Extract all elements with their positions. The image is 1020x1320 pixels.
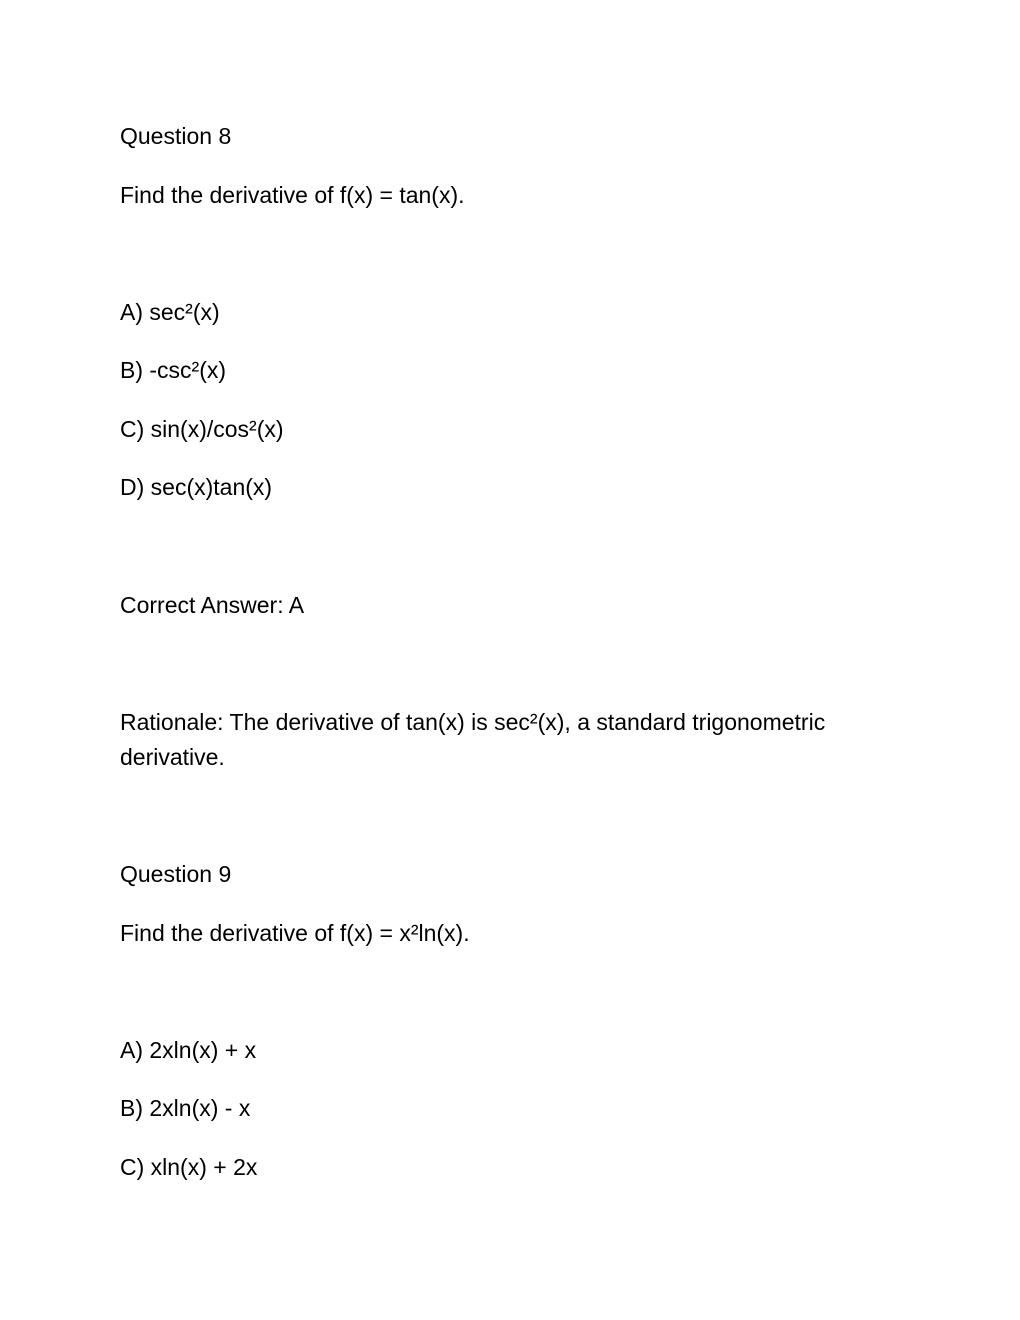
correct-answer: Correct Answer: A [120, 592, 305, 618]
question-prompt: Find the derivative of f(x) = tan(x). [120, 182, 465, 208]
answer-option: C) sin(x)/cos²(x) [120, 416, 284, 442]
answer-option: C) xln(x) + 2x [120, 1154, 258, 1180]
question-heading: Question 9 [120, 861, 232, 887]
answer-option: D) sec(x)tan(x) [120, 474, 273, 500]
answer-option: A) 2xln(x) + x [120, 1037, 257, 1063]
rationale-text: Rationale: The derivative of tan(x) is sec²(x), a standard trigonometric derivative. [120, 709, 826, 770]
answer-option: B) -csc²(x) [120, 357, 227, 383]
answer-option: A) sec²(x) [120, 299, 220, 325]
question-prompt: Find the derivative of f(x) = x²ln(x). [120, 920, 470, 946]
question-heading: Question 8 [120, 123, 232, 149]
answer-option: B) 2xln(x) - x [120, 1095, 251, 1121]
